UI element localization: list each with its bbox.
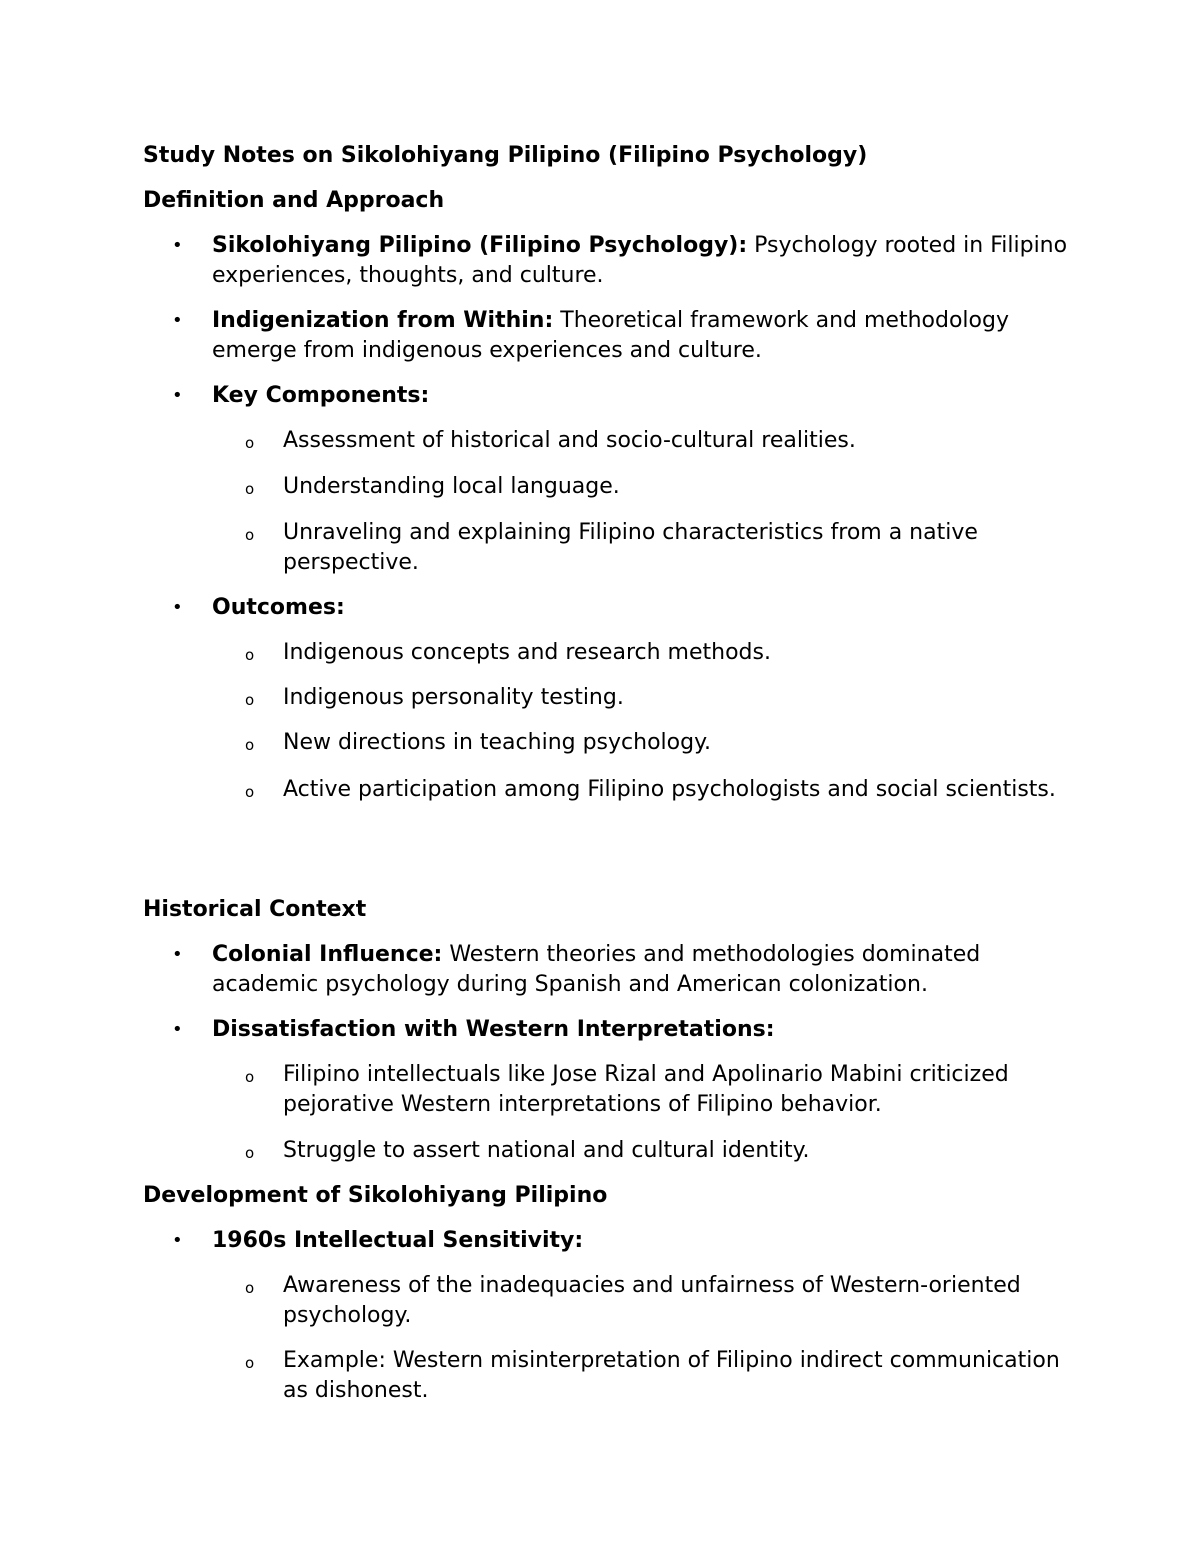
list-item [172,593,1072,623]
sub-list-item [245,1271,1083,1331]
sub-list-item [245,472,1083,502]
sub-item-text: Filipino intellectuals like Jose Rizal and Apolinario Mabini criticized pejorative Western interpretations of Filipino behavior. [283,1062,1009,1117]
sub-bullet-icon: o [245,691,255,709]
sub-item-text: Struggle to assert national and cultural identity. [283,1138,810,1163]
item-text: Psychology rooted in Filipino experiences, thoughts, and culture. [212,233,1068,288]
sub-list-item [245,426,1083,456]
sub-bullet-icon: o [245,646,255,664]
sub-bullet-icon: o [245,1354,255,1372]
item-label: Key Components: [212,383,430,408]
bullet-icon: • [172,235,183,256]
item-label: Colonial Influence: [212,942,443,967]
sub-list-item [245,683,1083,713]
bullet-icon: • [172,1019,183,1040]
list-item [172,306,1072,366]
sub-item-text: New directions in teaching psychology. [283,730,711,755]
sub-bullet-icon: o [245,526,255,544]
sub-bullet-icon: o [245,736,255,754]
sub-item-text: Awareness of the inadequacies and unfairness of Western-oriented psychology. [283,1273,1021,1328]
sub-list-item [245,518,1083,578]
sub-bullet-icon: o [245,1068,255,1086]
sub-item-text: Understanding local language. [283,474,620,499]
item-label: Outcomes: [212,595,345,620]
list-item [172,231,1072,291]
sub-list-item [245,728,1083,758]
section-heading-development: Development of Sikolohiyang Pilipino [143,1183,608,1208]
sub-list-item [245,775,1083,805]
item-label: Indigenization from Within: [212,308,554,333]
bullet-icon: • [172,944,183,965]
sub-bullet-icon: o [245,1144,255,1162]
sub-list-item [245,1136,1083,1166]
item-text: Western theories and methodologies dominated academic psychology during Spanish and American colonization. [212,942,981,997]
sub-bullet-icon: o [245,480,255,498]
sub-list-item [245,638,1083,668]
sub-item-text: Active participation among Filipino psychologists and social scientists. [283,777,1056,802]
bullet-icon: • [172,310,183,331]
sub-bullet-icon: o [245,783,255,801]
bullet-icon: • [172,1230,183,1251]
list-item [172,1015,1072,1045]
sub-list-item [245,1346,1083,1406]
bullet-icon: • [172,597,183,618]
sub-item-text: Indigenous personality testing. [283,685,624,710]
sub-bullet-icon: o [245,434,255,452]
sub-item-text: Unraveling and explaining Filipino characteristics from a native perspective. [283,520,978,575]
sub-list-item [245,1060,1083,1120]
item-text: Theoretical framework and methodology emerge from indigenous experiences and culture. [212,308,1009,363]
sub-item-text: Assessment of historical and socio-cultural realities. [283,428,856,453]
sub-bullet-icon: o [245,1279,255,1297]
item-label: Dissatisfaction with Western Interpretations: [212,1017,775,1042]
list-item [172,940,1072,1000]
section-heading-historical: Historical Context [143,897,367,922]
list-item [172,381,1072,411]
item-label: 1960s Intellectual Sensitivity: [212,1228,584,1253]
bullet-icon: • [172,385,183,406]
sub-item-text: Indigenous concepts and research methods. [283,640,771,665]
document-title: Study Notes on Sikolohiyang Pilipino (Filipino Psychology) [143,143,868,168]
item-label: Sikolohiyang Pilipino (Filipino Psychology): [212,233,748,258]
section-heading-definition: Definition and Approach [143,188,445,213]
list-item [172,1226,1072,1256]
sub-item-text: Example: Western misinterpretation of Filipino indirect communication as dishonest. [283,1348,1060,1403]
